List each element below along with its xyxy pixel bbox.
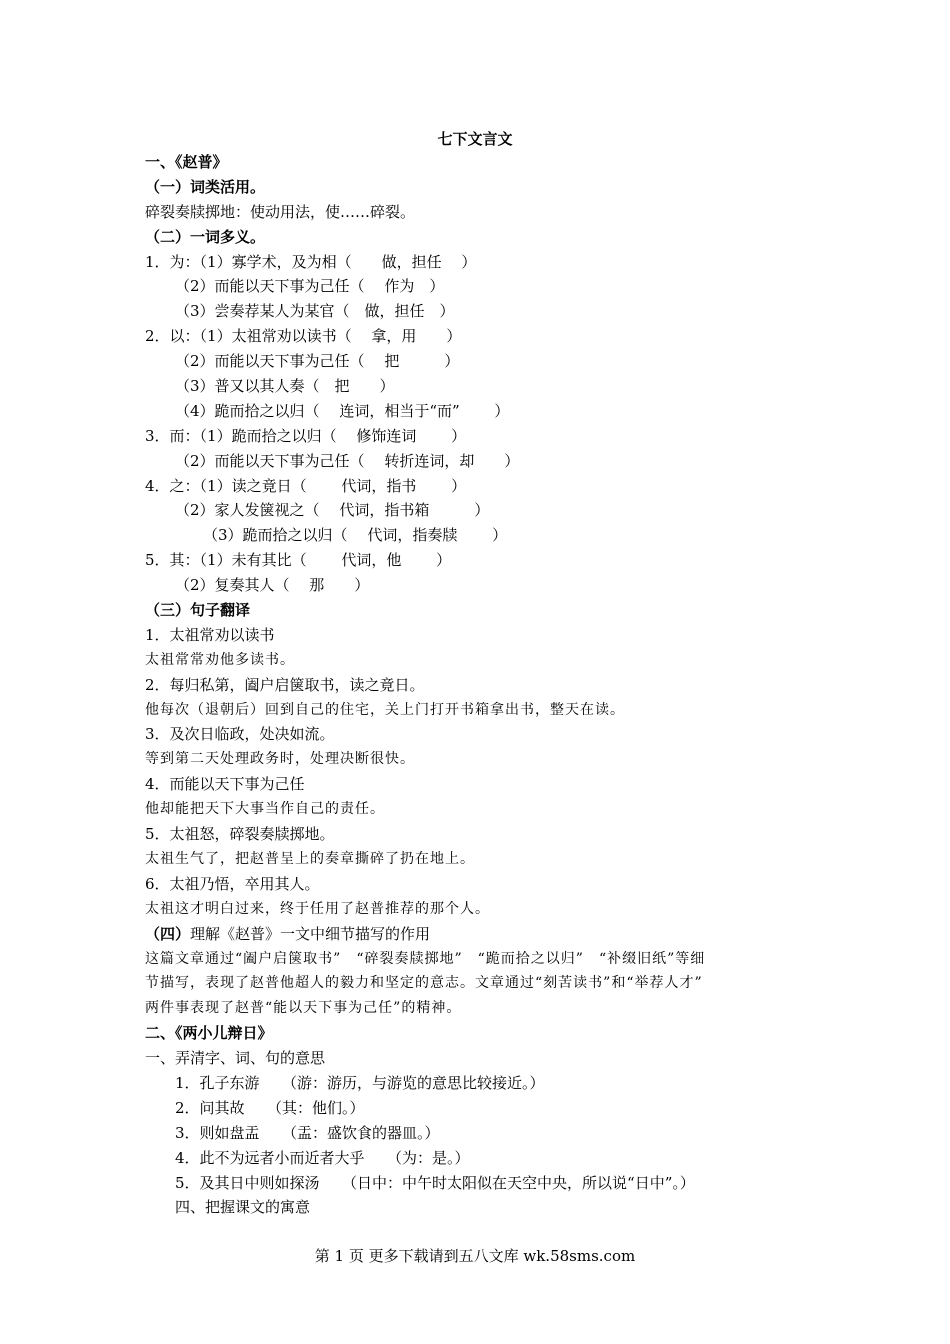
polysemy-item: （2）而能以天下事为己任（ 作为 ） xyxy=(175,277,445,296)
subsection-heading: （二）一词多义。 xyxy=(145,227,266,246)
subsection-heading: 一、弄清字、词、句的意思 xyxy=(145,1049,326,1068)
vocab-item: 2．问其故 （其：他们。） xyxy=(175,1098,365,1117)
polysemy-item: 3．而：（1）跪而拾之以归（ 修饰连词 ） xyxy=(145,426,467,445)
polysemy-item: （2）而能以天下事为己任（ 转折连词，却 ） xyxy=(175,451,520,470)
section-heading-zhaopu: 一、《赵普》 xyxy=(145,153,228,171)
translation-question: 6．太祖乃悟，卒用其人。 xyxy=(145,874,320,893)
translation-question: 4．而能以天下事为己任 xyxy=(145,775,305,794)
text-line: 碎裂奏牍掷地：使动用法，使……碎裂。 xyxy=(145,202,416,221)
subsection-heading: 四、把握课文的寓意 xyxy=(175,1198,311,1217)
translation-answer: 太祖生气了，把赵普呈上的奏章撕碎了扔在地上。 xyxy=(145,850,475,867)
translation-answer: 他每次（退朝后）回到自己的住宅，关上门打开书箱拿出书，整天在读。 xyxy=(145,701,625,718)
vocab-item: 3．则如盘盂 （盂：盛饮食的器皿。） xyxy=(175,1123,440,1142)
polysemy-item: （2）而能以天下事为己任（ 把 ） xyxy=(175,352,460,371)
polysemy-item: （4）跪而拾之以归（ 连词，相当于“而” ） xyxy=(175,401,510,420)
translation-question: 5．太祖怒，碎裂奏牍掷地。 xyxy=(145,825,335,844)
paragraph-line: 两件事表现了赵普“能以天下事为己任”的精神。 xyxy=(145,1000,462,1017)
section-heading-liangxiaoer: 二、《两小儿辩日》 xyxy=(145,1024,273,1043)
paragraph-line: 节描写，表现了赵普他超人的毅力和坚定的意志。文章通过“刻苦读书”和“举荐人才” xyxy=(145,975,703,992)
document-body xyxy=(145,150,825,1220)
subsection-title: 理解《赵普》一文中细节描写的作用 xyxy=(190,924,431,943)
polysemy-item: （3）跪而拾之以归（ 代词，指奏牍 ） xyxy=(203,526,508,545)
translation-answer: 太祖这才明白过来，终于任用了赵普推荐的那个人。 xyxy=(145,900,490,917)
translation-answer: 太祖常常劝他多读书。 xyxy=(145,651,295,668)
translation-answer: 他却能把天下大事当作自己的责任。 xyxy=(145,801,385,818)
paragraph-line: 这篇文章通过“阖户启箧取书” “碎裂奏牍掷地” “跪而拾之以归” “补缀旧纸”等细 xyxy=(145,950,706,967)
polysemy-item: （3）普又以其人奏（ 把 ） xyxy=(175,377,395,396)
translation-answer: 等到第二天处理政务时，处理决断很快。 xyxy=(145,751,415,768)
translation-question: 3．及次日临政，处决如流。 xyxy=(145,725,335,744)
polysemy-item: 2．以：（1）太祖常劝以读书（ 拿，用 ） xyxy=(145,327,462,346)
translation-question: 2．每归私第，阖户启箧取书，读之竟日。 xyxy=(145,675,425,694)
page-title: 七下文言文 xyxy=(437,130,513,148)
vocab-item: 5．及其日中则如探汤 （日中：中午时太阳似在天空中央，所以说“日中”。） xyxy=(175,1173,695,1192)
vocab-item: 4．此不为远者小而近者大乎 （为：是。） xyxy=(175,1148,470,1167)
translation-question: 1．太祖常劝以读书 xyxy=(145,625,275,644)
page-footer: 第 1 页 更多下载请到五八文库 wk.58sms.com xyxy=(314,1247,636,1265)
polysemy-item: 4．之：（1）读之竟日（ 代词，指书 ） xyxy=(145,476,467,495)
polysemy-item: （3）尝奏荐某人为某官（ 做，担任 ） xyxy=(175,302,455,321)
subsection-number: （四） xyxy=(145,924,191,943)
polysemy-item: （2）家人发箧视之（ 代词，指书箱 ） xyxy=(175,501,490,520)
subsection-heading: （一）词类活用。 xyxy=(145,177,266,196)
vocab-item: 1．孔子东游 （游：游历，与游览的意思比较接近。） xyxy=(175,1073,545,1092)
subsection-heading-detail xyxy=(145,922,825,947)
polysemy-item: 1．为：（1）寡学术，及为相（ 做，担任 ） xyxy=(145,252,477,271)
subsection-heading: （三）句子翻译 xyxy=(145,601,251,620)
polysemy-item: （2）复奏其人（ 那 ） xyxy=(175,576,370,595)
polysemy-item: 5．其：（1）未有其比（ 代词，他 ） xyxy=(145,551,452,570)
